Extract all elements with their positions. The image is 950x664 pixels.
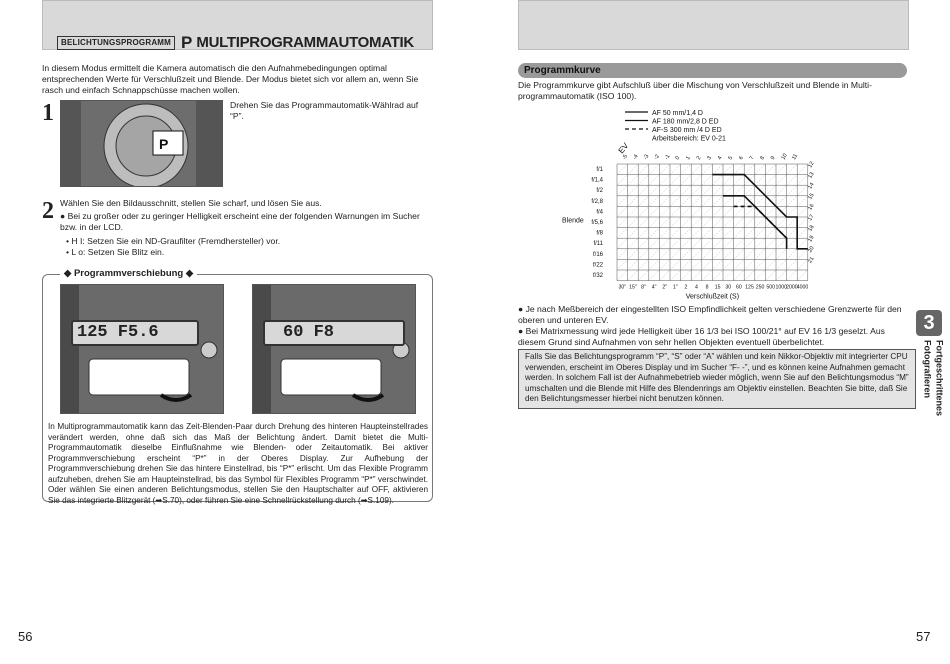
left-intro: In diesem Modus ermittelt die Kamera automatisch die den Aufnahmebedingungen optimal entsprechenden Werte für Verschlußzeit und Blende. Der Modus bietet sich vor allem an, wenn Sie rasch und einfach Schnappschüsse machen wollen. <box>42 63 419 96</box>
program-shift-text: In Multiprogrammautomatik kann das Zeit-Blenden-Paar durch Drehung des hinteren Haupteinstellrades verändert werden, ohne daß sich das Maß der Belichtung ändert. Damit bietet die Multi-Programmautomatik dieselbe Einflußnahme wie Blenden- oder Zeitautomatik. Bei aktiver Programmverschiebung erscheint “P*” in der Oberes Display. Zur Aufhebung der Programmverschiebung drehen Sie das hintere Einstellrad, bis “P*” erlischt. Um das Flexible Programm aufzuheben, drehen Sie am Haupteinstellrad, bis das Symbol für Flexibles Programm “P*” verschwindet. Oder wählen Sie einen anderen Belichtungsmodus, stellen Sie den Hauptschalter auf OFF, aktivieren Sie das integrierte Blitzgerät (➡S.70), oder führen Sie eine Schnellrückstellung durch (➡S.109). <box>48 422 428 505</box>
y-tick-label: f/2,8 <box>591 198 603 205</box>
x-tick-label: 15" <box>629 284 637 291</box>
y-tick-label: f/2 <box>596 188 603 195</box>
ev-tick-label: 6 <box>738 155 745 161</box>
range-label: Arbeitsbereich: EV 0-21 <box>652 135 726 143</box>
x-tick-label: 2" <box>662 284 668 291</box>
x-tick-label: 250 <box>755 284 765 291</box>
ev-tick-label: 5 <box>727 155 735 161</box>
x-tick-label: 2000 <box>786 284 798 291</box>
lcd-display-1 <box>71 320 199 346</box>
bullet-dot-icon: ● <box>60 211 66 221</box>
ev-diagonal <box>702 164 819 281</box>
section-title: Programmkurve <box>518 63 907 78</box>
mode-dial-photo <box>60 100 223 187</box>
y-tick-label: f/16 <box>592 251 603 258</box>
lcd-display-2 <box>263 320 405 346</box>
page-number-right: 57 <box>916 629 931 644</box>
ev-tick-label: -2 <box>653 153 661 161</box>
program-shift-title: ◆ Programmverschiebung ◆ <box>60 268 197 280</box>
ev-diagonal <box>659 164 776 281</box>
x-tick-label: 4 <box>695 284 698 291</box>
ev-tick-label: 14 <box>807 181 816 191</box>
ev-tick-label: 13 <box>807 171 816 180</box>
svg-text:P: P <box>159 136 169 152</box>
page-number-left: 56 <box>18 629 33 644</box>
cpu-lens-note <box>518 349 916 409</box>
ev-tick-label: 19 <box>807 234 816 244</box>
y-tick-label: f/11 <box>593 241 603 248</box>
legend-label: AF-S 300 mm /4 D ED <box>652 127 722 134</box>
lcd-photo-1 <box>60 284 224 414</box>
x-tick-label: 4" <box>651 284 657 291</box>
header-tag: BELICHTUNGSPROGRAMM <box>57 36 175 50</box>
lcd-readout-1: 125 F5.6 <box>77 323 159 342</box>
chapter-number: 3 <box>923 312 935 334</box>
ev-diagonal <box>617 164 734 281</box>
step2-bullet <box>60 211 432 233</box>
right-bullet-2 <box>518 326 908 348</box>
x-tick-label: 1000 <box>775 284 788 291</box>
legend-label: AF 180 mm/2,8 D ED <box>652 118 719 126</box>
ev-diagonal <box>787 164 820 281</box>
x-tick-label: 125 <box>745 284 754 291</box>
x-tick-label: 30 <box>725 284 732 291</box>
y-tick-label: f/22 <box>592 262 603 269</box>
camera-top-illustration-1 <box>61 285 223 413</box>
mode-dial-illustration <box>61 101 222 186</box>
ev-tick-label: 11 <box>791 153 800 161</box>
ev-tick-label: -3 <box>642 153 651 161</box>
step2-bullet-text: Bei zu großer oder zu geringer Helligkeit erscheint eine der folgenden Warnungen im Sucher bzw. in der LCD. <box>60 211 420 233</box>
right-intro: Die Programmkurve gibt Aufschluß über die Mischung von Verschlußzeit und Blende in Multi-programmautomatik (ISO 100). <box>518 80 872 102</box>
ev-tick-label: -4 <box>632 153 640 161</box>
ev-tick-label: 12 <box>807 160 816 169</box>
ev-tick-label: 10 <box>780 152 789 161</box>
x-tick-label: 15 <box>714 284 721 291</box>
x-axis-label: Verschlußzeit (S) <box>685 293 740 301</box>
x-tick-label: 2 <box>684 284 688 291</box>
step1-text: Drehen Sie das Programmautomatik-Wählrad auf “P”. <box>230 100 419 122</box>
y-tick-label: f/32 <box>592 273 603 279</box>
ev-tick-label: 4 <box>716 155 724 161</box>
legend-label: AF 50 mm/1,4 D <box>652 110 703 117</box>
ev-diagonal <box>638 164 755 281</box>
ev-tick-label: 8 <box>759 155 767 161</box>
bullet-dot-icon: ● <box>518 326 524 336</box>
x-tick-label: 4000 <box>796 284 809 291</box>
page-title: MULTIPROGRAMMAUTOMATIK <box>196 34 414 52</box>
warning-hi: • H I: Setzen Sie ein ND-Graufilter (Fremdhersteller) vor. <box>66 236 281 246</box>
ev-tick-label: 1 <box>685 155 692 161</box>
ev-tick-label: 20 <box>807 245 816 254</box>
ev-tick-label: 3 <box>706 155 714 161</box>
ev-tick-label: -5 <box>621 153 630 161</box>
ev-diagonal <box>596 164 713 281</box>
x-tick-label: 8" <box>641 284 646 291</box>
y-tick-label: f/4 <box>596 209 603 216</box>
lcd-readout-2: 60 F8 <box>283 323 335 342</box>
ev-tick-label: 16 <box>807 203 816 212</box>
ev-tick-label: 15 <box>807 192 816 201</box>
bullet-dot-icon: ● <box>518 304 524 314</box>
right-bullet-1-text: Je nach Meßbereich der eingestellten ISO Empfindlichkeit gelten verschiedene Grenzwerte für den oberen und unteren EV. <box>518 304 902 326</box>
ev-axis-label: EV <box>616 141 631 156</box>
ev-diagonal <box>681 164 798 281</box>
ev-tick-label: 21 <box>807 256 816 265</box>
ev-diagonal <box>691 164 808 281</box>
header-letter: P <box>181 33 193 52</box>
ev-diagonal <box>628 164 745 281</box>
x-tick-label: 60 <box>736 284 742 291</box>
x-tick-label: 8 <box>705 284 709 291</box>
x-tick-label: 1" <box>672 284 678 291</box>
right-bullet-2-text: Bei Matrixmessung wird jede Helligkeit über 16 1/3 bei ISO 100/21° auf EV 16 1/3 geselzt. Aus diesem Grund sind Aufnahmen von sehr hellen Objekten eventuell überbelichtet. <box>518 326 885 348</box>
lcd-photo-2 <box>252 284 416 414</box>
chapter-tab <box>916 310 942 336</box>
ev-diagonal <box>606 164 723 281</box>
cpu-lens-note-text: Falls Sie das Belichtungsprogramm “P”, “S” oder “A” wählen und kein Nikkor-Objektiv mit integrierter CPU verwenden, erscheint im Oberes Display und im Sucher “F- -”, und es können keine Aufnahmen gemacht werden. In solchem Fall ist der Aufnahmebetrieb wieder möglich, wenn Sie auf den Belichtungsmodus “M” umschalten und die Blende mit Hilfe des Blendenrings am Objektiv einstellen. Beachten Sie bitte, daß Sie den Belichtungsmesser hierbei nicht benutzen können. <box>525 352 909 403</box>
ev-tick-label: 0 <box>674 155 682 161</box>
step1-number: 1 <box>42 100 54 126</box>
ev-tick-label: 7 <box>748 155 756 161</box>
ev-diagonal <box>734 164 820 281</box>
right-header-band <box>518 0 909 50</box>
y-tick-label: f/1 <box>596 167 603 173</box>
x-tick-label: 30" <box>618 284 627 291</box>
warning-lo: • L o: Setzen Sie Blitz ein. <box>66 247 165 257</box>
y-axis-label: Blende <box>562 217 584 225</box>
ev-tick-label: 17 <box>807 213 816 222</box>
ev-tick-label: 9 <box>769 155 777 161</box>
chapter-label: Fortgeschrittenes Fotografieren <box>922 340 945 417</box>
ev-diagonal <box>670 164 787 281</box>
ev-diagonal <box>649 164 766 281</box>
x-tick-label: 500 <box>766 284 776 291</box>
camera-top-illustration-2 <box>253 285 415 413</box>
y-tick-label: f/8 <box>596 230 603 237</box>
y-tick-label: f/1,4 <box>591 177 603 184</box>
y-tick-label: f/5,6 <box>591 220 603 226</box>
left-header <box>57 32 414 54</box>
ev-tick-label: -1 <box>663 153 672 161</box>
right-bullet-1 <box>518 304 908 326</box>
ev-tick-label: 2 <box>695 155 703 161</box>
step2-number: 2 <box>42 198 54 224</box>
ev-tick-label: 18 <box>807 224 816 233</box>
program-curve-chart <box>560 104 820 302</box>
step2-text: Wählen Sie den Bildausschnitt, stellen Sie scharf, und lösen Sie aus. <box>60 198 322 208</box>
